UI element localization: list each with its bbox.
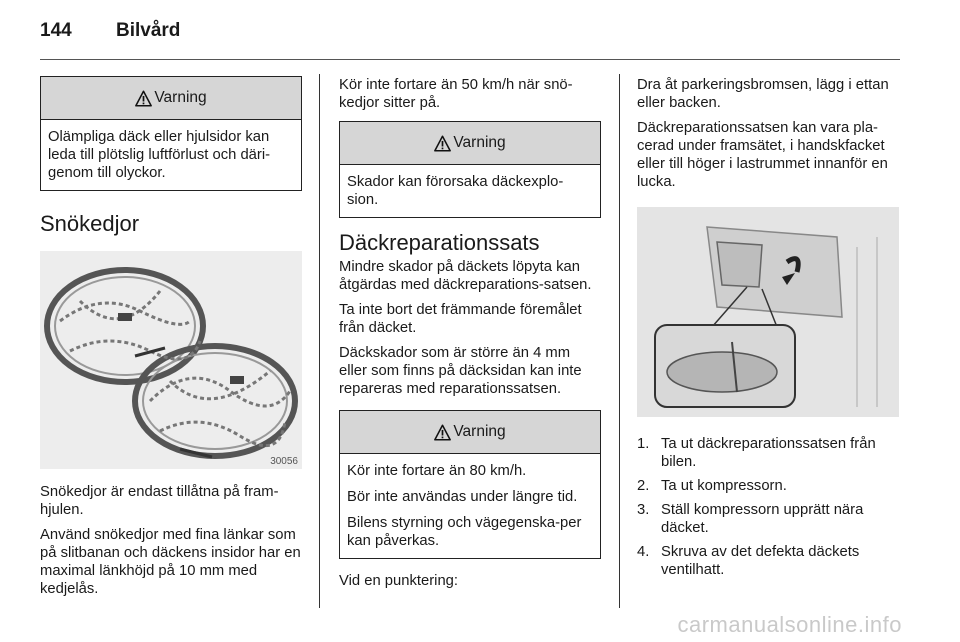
paragraph: Vid en punktering: [339, 573, 459, 589]
section-heading-snow-chains: Snökedjor [40, 211, 140, 236]
warning-triangle-icon [434, 135, 451, 152]
section-heading-tire-repair-kit: Däckreparationssats [339, 230, 540, 255]
paragraph: Mindre skador på däckets löpyta kan åtgärdas med däckreparations-satsen. [339, 259, 592, 293]
left-column [40, 76, 302, 598]
paragraph: Använd snökedjor med fina länkar som på slitbanan och däckens insidor har en maximal länkhöjd på 10 mm med kedjelås. [40, 527, 301, 597]
paragraph: Kör inte fortare än 50 km/h när snö-kedjor sitter på. [339, 77, 573, 111]
warning-title: Varning [453, 423, 506, 440]
steps-list [637, 435, 901, 579]
warning-text: Bör inte användas under längre tid. [347, 489, 578, 505]
figure-number: 30056 [270, 456, 298, 467]
warning-triangle-icon [434, 424, 451, 441]
watermark: carmanualsonline.info [677, 612, 902, 637]
list-item: 1. Ta ut däckreparationssatsen från bilen. [637, 436, 876, 470]
paragraph: Dra åt parkeringsbromsen, lägg i ettan eller backen. [637, 77, 889, 111]
paragraph: Snökedjor är endast tillåtna på fram-hjulen. [40, 484, 279, 518]
paragraph: Däckreparationssatsen kan vara pla-cerad under framsätet, i handskfacket eller till höger i lastrummet innanför en lucka. [637, 120, 888, 190]
warning-box [339, 121, 601, 218]
snow-chains-illustration [40, 251, 302, 469]
warning-title: Varning [453, 134, 506, 151]
repair-kit-location-drawing [637, 207, 899, 417]
list-item: 4. Skruva av det defekta däckets ventilhatt. [637, 544, 860, 578]
warning-title: Varning [154, 89, 207, 106]
warning-text: Olämpliga däck eller hjulsidor kan leda till plötslig luftförlust och däri-genom till olyckor. [48, 129, 271, 181]
warning-triangle-icon [135, 90, 152, 107]
paragraph: Ta inte bort det främmande föremålet från däcket. [339, 302, 582, 336]
middle-column [339, 76, 601, 590]
warning-text: Skador kan förorsaka däckexplo-sion. [347, 174, 564, 208]
snow-chains-drawing [40, 251, 302, 469]
right-column [637, 76, 901, 585]
column-separator [319, 74, 320, 608]
repair-kit-location-illustration [637, 207, 899, 417]
warning-header [340, 122, 600, 165]
header-rule [40, 59, 900, 60]
warning-text: Kör inte fortare än 80 km/h. [347, 463, 527, 479]
paragraph: Däckskador som är större än 4 mm eller som finns på däcksidan kan inte repareras med reparationssatsen. [339, 345, 582, 397]
list-item: 3. Ställ kompressorn upprätt nära däcket. [637, 502, 864, 536]
list-item: 2. Ta ut kompressorn. [637, 478, 787, 494]
column-separator [619, 74, 620, 608]
page-number: 144 [40, 20, 72, 41]
warning-box [40, 76, 302, 191]
page-title: Bilvård [116, 20, 181, 41]
warning-box [339, 410, 601, 559]
warning-text: Bilens styrning och vägegenska-per kan påverkas. [347, 515, 582, 549]
warning-header [41, 77, 301, 120]
warning-header [340, 411, 600, 454]
